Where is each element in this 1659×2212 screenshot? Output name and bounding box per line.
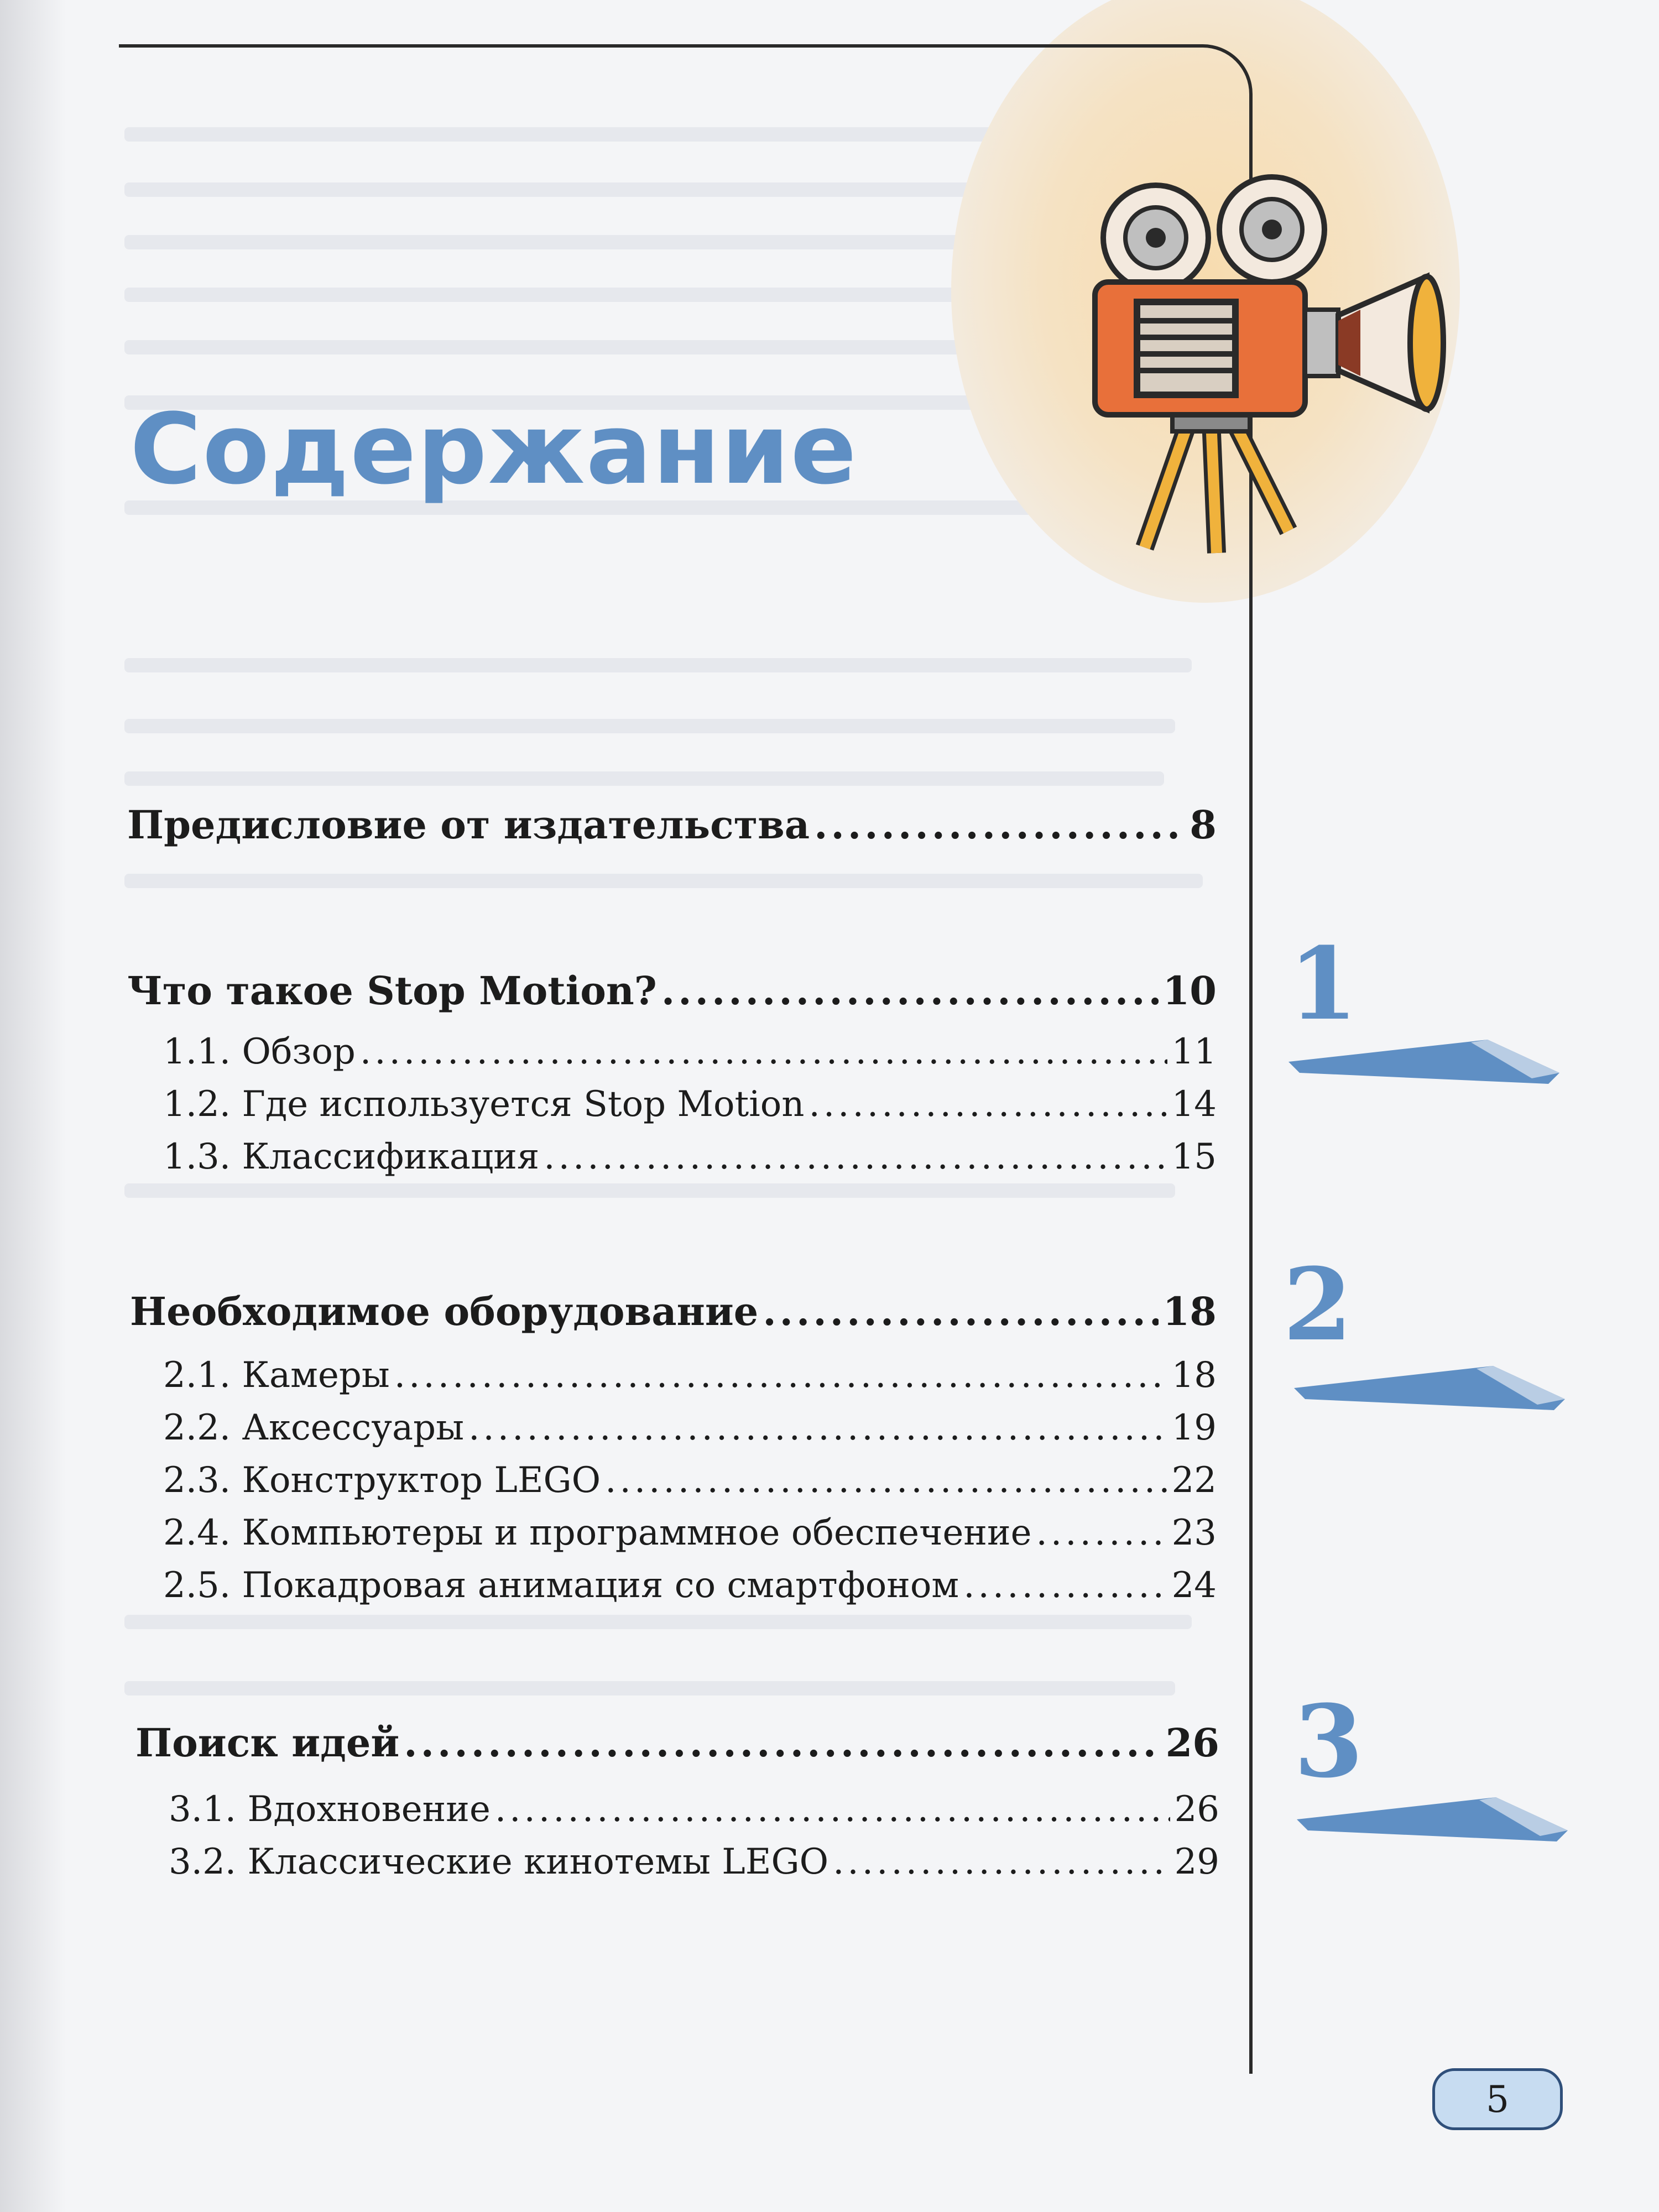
toc-entry-section-2-4[interactable]: 2.4. Компьютеры и программное обеспечение ..... 23 <box>163 1512 1217 1559</box>
leader-dots <box>468 1407 1167 1448</box>
toc-entry-section-1-2[interactable]: 1.2. Где используется Stop Motion ..... 14 <box>163 1084 1217 1130</box>
chapter-marker-3: 3 <box>1294 1683 1364 1800</box>
toc-entry-section-2-5[interactable]: 2.5. Покадровая анимация со смартфоном ..... 24 <box>163 1565 1217 1611</box>
toc-entry-chapter-2[interactable]: Необходимое оборудование ..... 18 <box>130 1288 1217 1338</box>
chapter-stripe-2 <box>1294 1349 1571 1421</box>
toc-entry-section-1-3[interactable]: 1.3. Классификация ..... 15 <box>163 1136 1217 1183</box>
toc-entry-chapter-3[interactable]: Поиск идей ..... 26 <box>135 1720 1219 1770</box>
leader-dots <box>404 1720 1161 1766</box>
leader-dots <box>808 1084 1167 1125</box>
leader-dots <box>495 1789 1170 1830</box>
page-title: Содержание <box>130 393 858 506</box>
chapter-marker-2: 2 <box>1283 1246 1353 1363</box>
toc-entry-section-2-2[interactable]: 2.2. Аксессуары ..... 19 <box>163 1407 1217 1454</box>
leader-dots <box>544 1136 1167 1177</box>
leader-dots <box>814 802 1185 848</box>
page-number: 5 <box>1486 2078 1509 2121</box>
chapter-stripe-3 <box>1297 1781 1573 1853</box>
leader-dots <box>605 1460 1167 1501</box>
leader-dots <box>963 1565 1167 1606</box>
toc-entry-chapter-1[interactable]: Что такое Stop Motion? ..... 10 <box>127 968 1217 1018</box>
toc-entry-section-3-1[interactable]: 3.1. Вдохновение ..... 26 <box>169 1789 1219 1835</box>
leader-dots <box>360 1031 1167 1072</box>
chapter-marker-1: 1 <box>1288 926 1358 1042</box>
leader-dots <box>661 968 1159 1014</box>
toc-entry-section-1-1[interactable]: 1.1. Обзор ..... 11 <box>163 1031 1217 1078</box>
toc-entry-section-2-3[interactable]: 2.3. Конструктор LEGO ..... 22 <box>163 1460 1217 1506</box>
leader-dots <box>763 1288 1158 1334</box>
leader-dots <box>394 1355 1167 1396</box>
toc-entry-section-2-1[interactable]: 2.1. Камеры ..... 18 <box>163 1355 1217 1401</box>
page-number-badge <box>1432 2068 1563 2130</box>
leader-dots <box>833 1841 1170 1882</box>
toc-entry-foreword[interactable]: Предисловие от издательства ..... 8 <box>127 802 1217 852</box>
toc-entry-section-3-2[interactable]: 3.2. Классические кинотемы LEGO ..... 29 <box>169 1841 1219 1888</box>
leader-dots <box>1036 1512 1167 1553</box>
chapter-stripe-1 <box>1288 1023 1565 1095</box>
